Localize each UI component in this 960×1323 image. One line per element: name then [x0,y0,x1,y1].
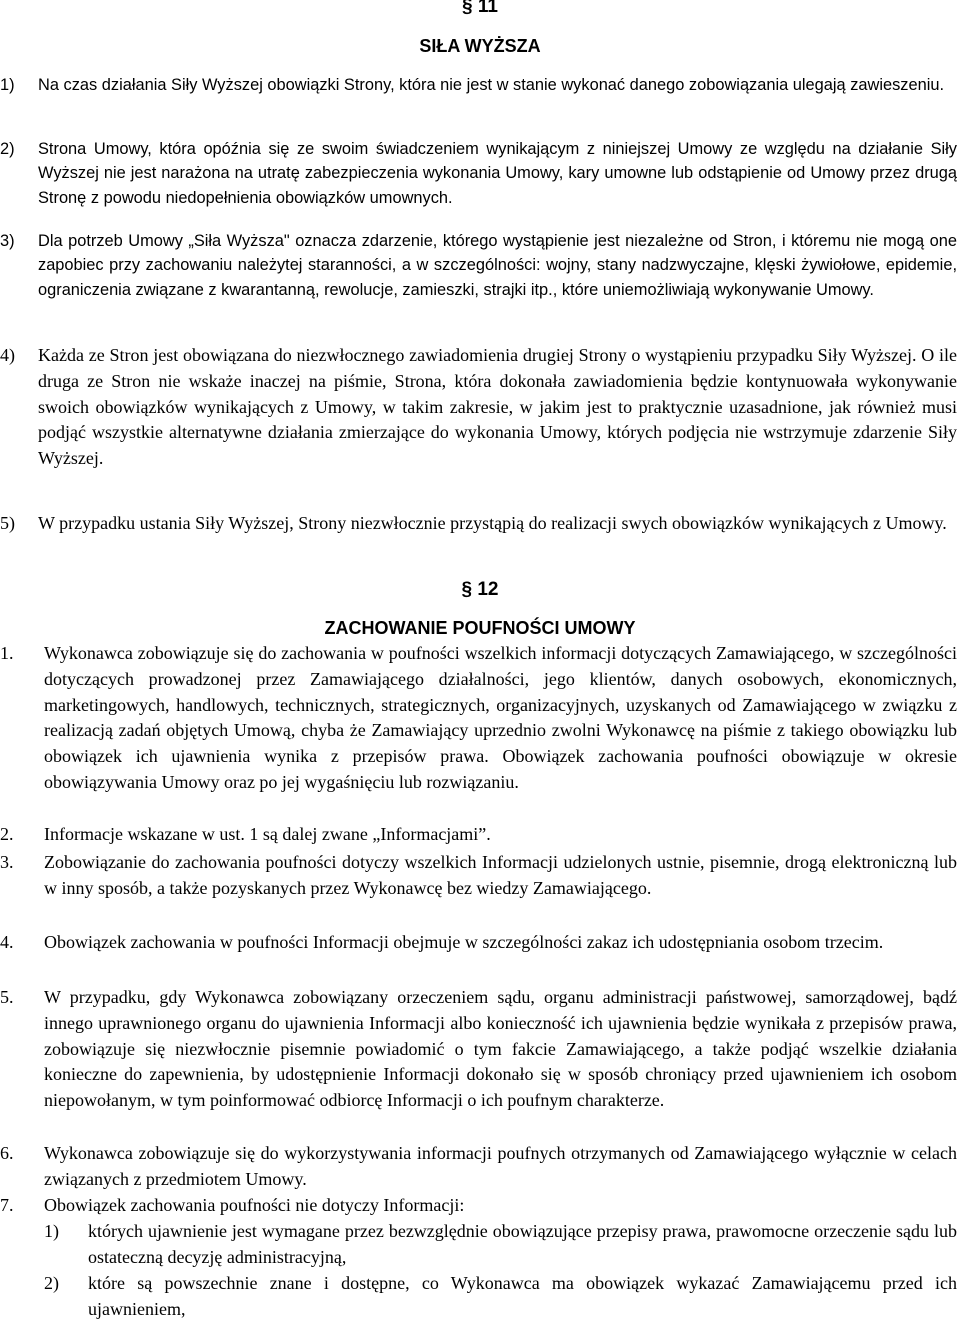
paragraph-number: 2) [0,140,15,158]
paragraph-12-1 [0,641,960,796]
paragraph-11-4 [0,343,960,472]
paragraph-12-6 [0,1141,960,1193]
paragraph-number: 3) [0,232,15,250]
paragraph-12-3 [0,850,960,902]
subpoint-text: które są powszechnie znane i dostępne, co Wykonawca ma obowiązek wykazać Zamawiającemu przed ich ujawnieniem, [88,1273,957,1319]
paragraph-11-1 [0,73,960,97]
paragraph-number: 5. [0,987,14,1007]
paragraph-text: Zobowiązanie do zachowania poufności dotyczy wszelkich Informacji udzielonych ustnie, pisemnie, drogą elektroniczną lub w inny sposób, a także pozyskanych przez Wykonawcę bez wiedzy Zamawiającego. [44,852,957,898]
section-number: § 11 [462,0,498,17]
paragraph-number: 4) [0,345,15,365]
paragraph-text: Obowiązek zachowania w poufności Informacji obejmuje w szczególności zakaz ich udostępniania osobom trzecim. [44,932,884,952]
section-title: ZACHOWANIE POUFNOŚCI UMOWY [324,618,636,638]
subpoint-number: 2) [44,1273,59,1293]
section-title: SIŁA WYŻSZA [419,36,541,56]
paragraph-12-5 [0,985,960,1114]
paragraph-text: Wykonawca zobowiązuje się do zachowania w poufności wszelkich informacji dotyczących Zamawiającego, w szczególności dotyczących prowadzonej przez Zamawiającego działalności, jego klientów, danych osobowych, ekonomicznych, marketingowych, handlowych, technicznych, strategicznych, organizacyjnych, uzyskanych od Zamawiającego w związku z realizacją zadań objętych Umową, chyba że Zamawiający uprzednio zwolni Wykonawcę na piśmie z takiego obowiązku lub obowiązek ich ujawnienia wynika z przepisów prawa. Obowiązek zachowania poufności obowiązuje w okresie obowiązywania Umowy oraz po jej wygaśnięciu lub rozwiązaniu. [44,643,957,792]
subpoint-7-1 [44,1219,957,1271]
paragraph-text: Strona Umowy, która opóźnia się ze swoim świadczeniem wynikającym z niniejszej Umowy ze względu na działanie Siły Wyższej nie jest narażona na utratę zabezpieczenia wykonania Umowy, kary umowne lub odstąpienie od Umowy przez drugą Stronę z powodu niedopełnienia obowiązków umownych. [38,140,957,207]
paragraph-12-4 [0,930,960,956]
paragraph-text: W przypadku, gdy Wykonawca zobowiązany orzeczeniem sądu, organu administracji państwowej, samorządowej, bądź innego uprawnionego organu do ujawnienia Informacji albo konieczność ich ujawnienia będzie wynikała z przepisów prawa, zobowiązuje się niezwłocznie pisemnie powiadomić o tym fakcie Zamawiającego, a także podjąć wszelkie działania konieczne do zapewnienia, by udostępnienie Informacji dokonało się w sposób chroniący przed ujawnieniem ich osobom niepowołanym, w tym poinformować odbiorcę Informacji o ich poufnym charakterze. [44,987,957,1111]
paragraph-11-5 [0,511,960,537]
subpoint-text: których ujawnienie jest wymagane przez bezwzględnie obowiązujące przepisy prawa, prawomocne orzeczenie sądu lub ostateczną decyzję administracyjną, [88,1221,957,1267]
section-number: § 12 [461,579,499,600]
paragraph-number: 2. [0,824,14,844]
paragraph-number: 6. [0,1143,14,1163]
paragraph-text: Każda ze Stron jest obowiązana do niezwłocznego zawiadomienia drugiej Strony o wystąpieniu przypadku Siły Wyższej. O ile druga ze Stron nie wskaże inaczej na piśmie, Strona, która dokonała zawiadomienia będzie kontynuowała wykonywanie swoich obowiązków wynikających z Umowy, w takim zakresie, w jakim jest to praktycznie uzasadnione, jak również musi podjąć wszystkie alternatywne działania zmierzające do wykonania Umowy, których podjęcia nie wstrzymuje zdarzenie Siły Wyższej. [38,345,957,469]
subpoint-7-2 [44,1271,957,1323]
paragraph-text: Obowiązek zachowania poufności nie dotyczy Informacji: [44,1195,465,1215]
paragraph-number: 5) [0,513,15,533]
paragraph-text: Na czas działania Siły Wyższej obowiązki Strony, która nie jest w stanie wykonać danego zobowiązania ulegają zawieszeniu. [38,76,945,94]
paragraph-number: 7. [0,1195,14,1215]
paragraph-11-2 [0,137,960,210]
paragraph-text: Informacje wskazane w ust. 1 są dalej zwane „Informacjami”. [44,824,491,844]
paragraph-number: 1. [0,643,14,663]
paragraph-12-7 [0,1193,960,1219]
paragraph-number: 3. [0,852,14,872]
paragraph-11-3 [0,229,960,302]
paragraph-text: Dla potrzeb Umowy „Siła Wyższa" oznacza zdarzenie, którego wystąpienie jest niezależne od Stron, i któremu nie mogą one zapobiec przy zachowaniu należytej staranności, a w szczególności: wojny, stany nadzwyczajne, klęski żywiołowe, epidemie, ograniczenia związane z kwarantanną, rewolucje, zamieszki, strajki itp., które uniemożliwiają wykonywanie Umowy. [38,232,957,299]
paragraph-number: 4. [0,932,14,952]
paragraph-text: Wykonawca zobowiązuje się do wykorzystywania informacji poufnych otrzymanych od Zamawiającego wyłącznie w celach związanych z przedmiotem Umowy. [44,1143,957,1189]
subpoint-number: 1) [44,1221,59,1241]
paragraph-12-2 [0,822,960,848]
paragraph-number: 1) [0,76,15,94]
paragraph-text: W przypadku ustania Siły Wyższej, Strony niezwłocznie przystąpią do realizacji swych obowiązków wynikających z Umowy. [38,513,947,533]
